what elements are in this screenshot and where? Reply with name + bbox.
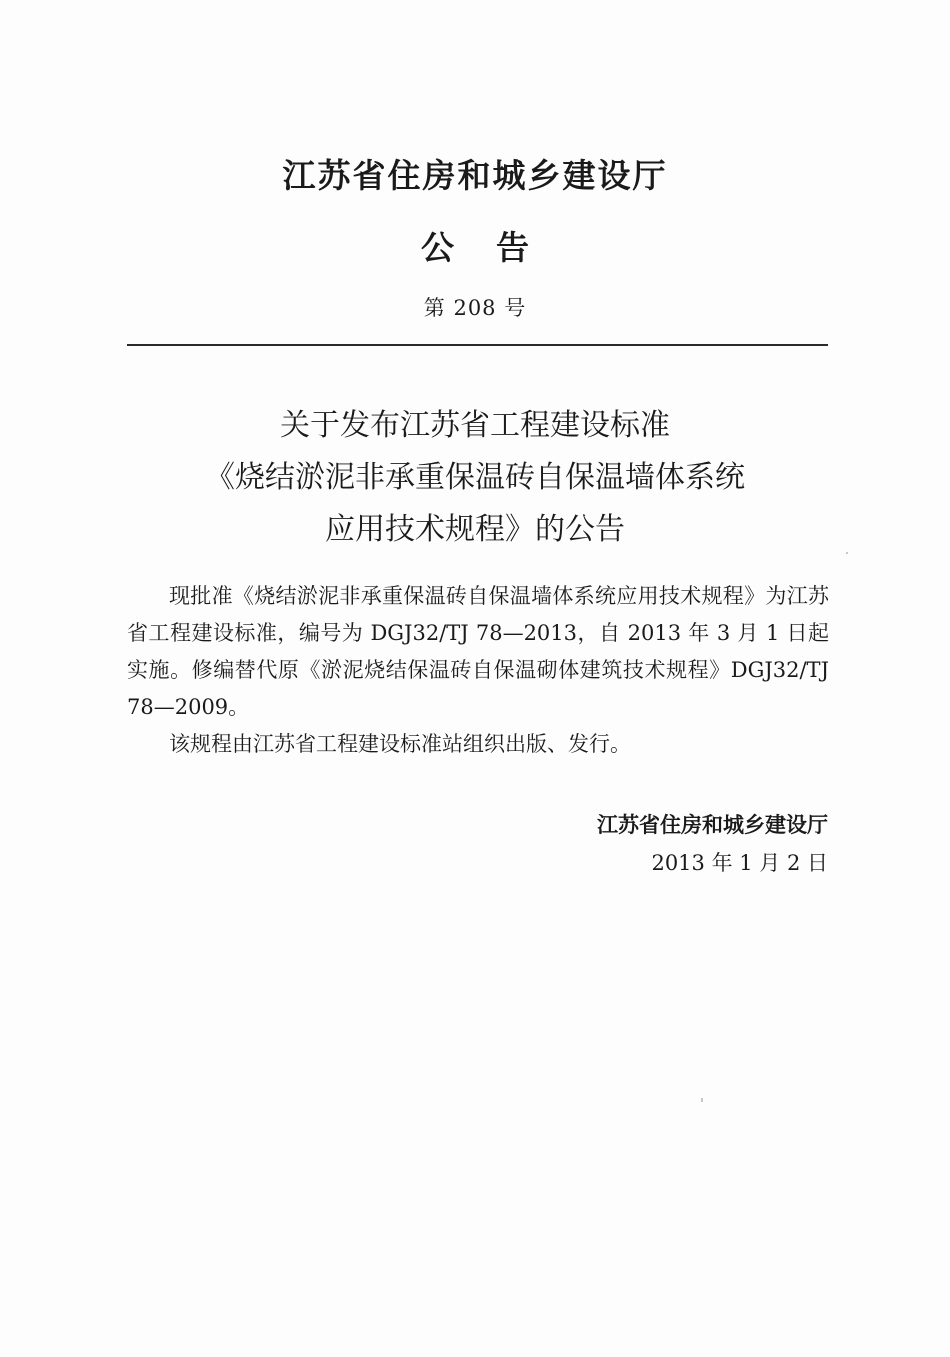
document-type-heading: 公告: [421, 228, 571, 267]
signature-block: [597, 806, 828, 882]
document-number: 第 208 号: [423, 296, 527, 320]
title-line: 应用技术规程》的公告: [325, 512, 625, 547]
signature-date: 2013 年 1 月 2 日: [651, 851, 828, 875]
title-line: 关于发布江苏省工程建设标准: [280, 408, 670, 443]
signature-organization: 江苏省住房和城乡建设厅: [597, 813, 828, 837]
header-divider: [127, 344, 828, 346]
body-paragraph: 现批准《烧结淤泥非承重保温砖自保温墙体系统应用技术规程》为江苏省工程建设标准，编号为 DGJ32/TJ 78—2013，自 2013 年 3 月 1 日起实施。修编替代原《淤泥烧结保温砖自保温砌体建筑技术规程》DGJ32/TJ 78—2009。: [127, 584, 829, 719]
title-line: 《烧结淤泥非承重保温砖自保温墙体系统: [205, 460, 745, 495]
body-paragraph: 该规程由江苏省工程建设标准站组织出版、发行。: [169, 732, 631, 756]
announcement-body: [127, 578, 829, 763]
scan-speck: [701, 1098, 703, 1102]
announcement-title: [0, 400, 950, 556]
issuer-heading: 江苏省住房和城乡建设厅: [282, 156, 668, 195]
scan-speck: [846, 552, 848, 554]
